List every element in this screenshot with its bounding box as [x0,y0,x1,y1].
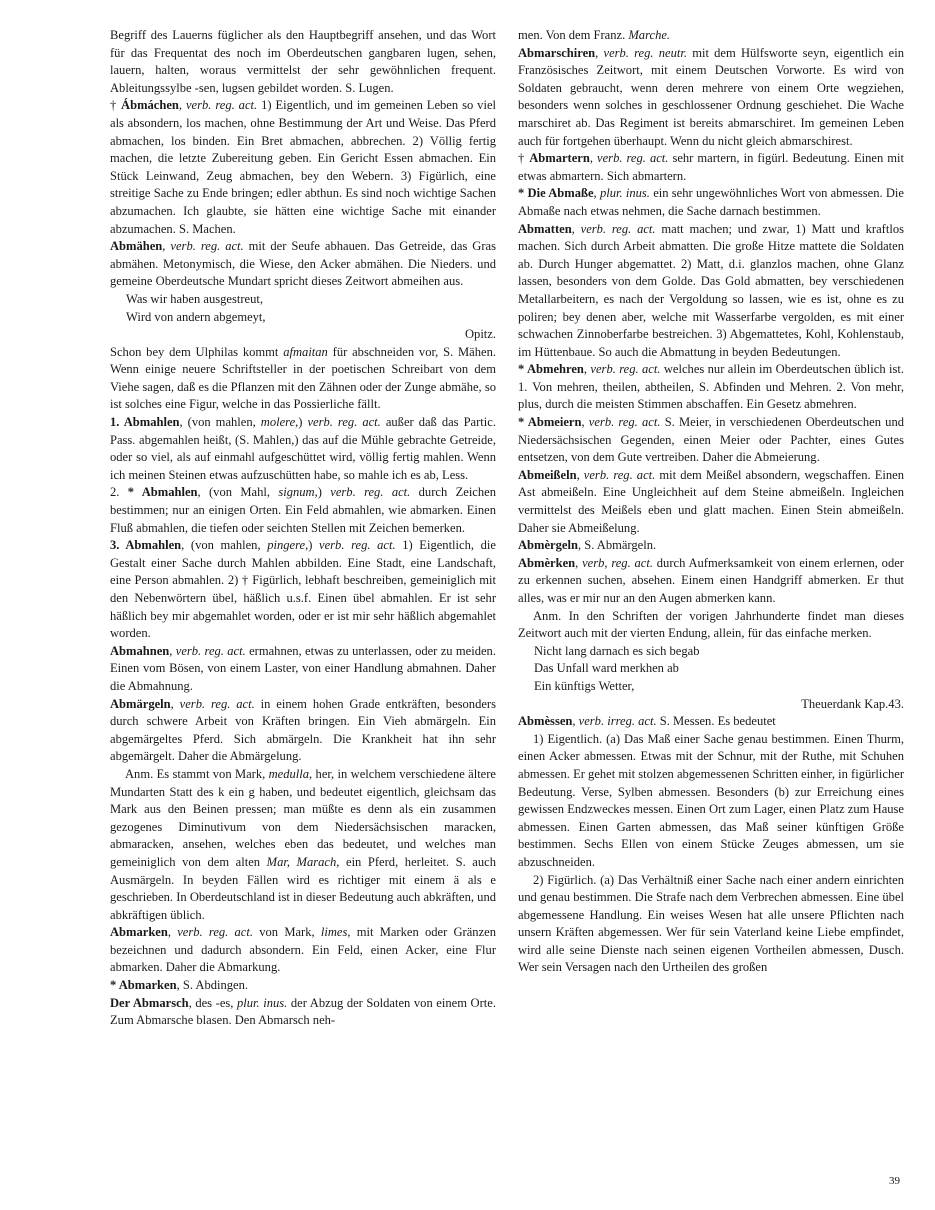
grammar-note: verb. reg. act. [330,485,411,500]
verse-line: Ein künftigs Wetter, [534,678,635,693]
dictionary-entry [518,414,904,467]
headword: * Abmahlen [127,485,198,500]
grammar-note: verb. reg. act. [597,151,669,166]
grammar-note: verb. reg. act. [580,221,656,236]
headword: Abmèrgeln [518,538,578,553]
grammar-note: verb. reg. act. [177,925,254,940]
headword: * Abmehren [518,362,584,377]
grammar-note: verb. reg. act. [175,643,246,658]
entry-text: für abschneiden vor, S. Mähen. Wenn einige neuere Schriftsteller in der poetischen Schreibart von dem Viehe sagen, daß es die Pflanzen mit den Zähnen oder der Zunge abmähe, so ist solches eine Figur, welche in das Possierliche fällt. [110,344,496,412]
entry-text: mit dem Meißel absondern, wegschaffen. Einen Ast abmeißeln. Eine Ungleichheit auf dem Steine abmeißeln. Ingleichen vermittelst des Meißels eben und glatt machen. Einen Stein abmeißeln. Daher sie Abmeißelung. [518,467,904,535]
verse-line: Nicht lang darnach es sich begab [534,643,700,658]
entry-text: ein sehr ungewöhnliches Wort von abmessen. Die Abmaße nach etwas nehmen, die Sache darnach bestimmen. [518,186,904,218]
dictionary-entry [110,924,496,977]
entry-text: , [575,555,583,570]
dictionary-entry [110,238,496,291]
grammar-note: verb. reg. act. [185,98,258,113]
grammar-note: verb. reg. act. [583,467,656,482]
grammar-note: verb. reg. act. [179,696,255,711]
entry-text: , des -es, [188,995,237,1010]
entry-text: Anm. In den Schriften der vorigen Jahrhunderte findet man dieses Zeitwort auch mit der vierten Endung, allein, für das einfache merken. [518,608,904,641]
entry-text: her, in welchem verschiedene ältere Mundarten Statt des k ein g haben, und bedeutet eigentlich, gleichsam das Mark aus den Beinen pressen; man müßte es denn als ein zusammen gezogenes Diminutivum von dem Niedersächsischen maracken, abmaracken, ansehen, welches eben das bedeutet, und welches man gemeiniglich von dem alten [110,766,496,869]
entry-text: S. Meier, in verschiedenen Oberdeutschen und Niedersächsischen Gegenden, einen Meier oder Pachter, eines Gutes entsetzen, von dem Gute vertreiben. Daher die Abmeierung. [518,415,904,465]
entry-text: mit dem Hülfsworte seyn, eigentlich ein Französisches Zeitwort, mit einem Deutschen Vorworte. Es wird von Soldaten gebraucht, wenn deren mehrere von einem Orte wegziehen, besonders wenn solches in geschlossener Ordnung geschiehet. Die Wache marschiret ab. Das Regiment ist bereits abmarschiret. Im gemeinen Leben auch für fortgehen überhaupt. Wenn du nicht gleich abmarschirest. [518,45,904,148]
annotation-paragraph [518,872,904,978]
entry-text: in einem hohen Grade entkräften, besonders durch schwere Arbeit von Kräften bringen. Ein Vieh abmärgeln. Ein abgemärgeltes Pferd. Sich abmärgeln. Die Krankheit hat ihn sehr abgemärgelt. Daher die Abmärgelung. [110,696,496,764]
entry-text: von Mark, [253,925,321,940]
entry-text: , [178,98,186,113]
entry-text: 2) Figürlich. (a) Das Verhältniß einer Sache nach einer andern einrichten und genau bestimmen. Die Strafe nach dem Verbrechen abmessen. Eine übel abgemessene Handlung. Ein weises Wesen hat alle unsere Pflichten nach unsern Kräften abgemessen. Wer für sein Vaterland keine Liebe empfindet, wird alle seine Dienste nach seinen eigenen Vortheilen abmessen, Dusch. Wer sein Versagen nach den Urtheilen des großen [518,872,904,975]
dictionary-entry [110,414,496,484]
entry-text: , S. Abmärgeln. [577,538,657,553]
attribution: Theuerdank Kap.43. [801,696,904,711]
headword: Abmähen [110,239,163,254]
dictionary-entry [110,977,496,995]
entry-text: sehr martern, in figürl. Bedeutung. Einen mit etwas abmartern. Sich abmartern. [518,151,904,183]
dictionary-entry [518,361,904,414]
headword: Abmèssen [518,714,573,729]
entry-text: , [572,714,579,729]
verse-line: Das Unfall ward merkhen ab [534,661,679,676]
headword: * Abmeiern [518,415,582,430]
verse-line: Was wir haben ausgestreut, [126,291,263,306]
entry-text: , [162,239,171,254]
dictionary-entry [518,45,904,151]
headword: Abmärgeln [110,696,171,711]
headword: Der Abmarsch [110,995,189,1010]
dictionary-entry [110,643,496,696]
right-column [518,27,904,977]
dictionary-entry [518,185,904,220]
entry-text: außer daß das Partic. Pass. abgemahlen heißt, (S. Mahlen,) das auf die Mühle gebrachte Getreide, oder so viel, als auf einmahl aufgeschüttet wird, völlig fertig mahlen. Wenn ich meinen Steinen etwas aufzuschütten habe, so mahle ich es ab, Less. [110,415,496,482]
entry-text: , [595,45,604,60]
entry-text: , [169,643,176,658]
entry-text: mit der Seufe abhauen. Das Getreide, das Gras abmähen. Metonymisch, die Wiese, den Acker abmähen. Die Nieders. und gemeine Oberdeutsche Mundart spricht dieses Zeitwort abmeihen aus. [110,239,496,289]
entry-text: ein Pferd, herleitet. S. auch Ausmärgeln. In beyden Fällen wird es richtiger mit einem ä als e geschrieben. In Oberdeutschland ist in dieser Bedeutung auch abkräften, und abkräftigen üblich. [110,854,496,922]
entry-text: Anm. Es stammt von Mark, [125,766,269,781]
entry-text: † [110,98,122,113]
dictionary-entry [110,537,496,643]
dictionary-entry [518,27,904,45]
entry-text: , [581,415,589,430]
headword: Abmarken [110,925,168,940]
grammar-note: Mar, Marach, [266,854,340,869]
headword: Ábmáchen [121,98,179,113]
grammar-note: signum, [278,485,318,500]
entry-text: † [518,151,530,166]
grammar-note: Marche. [628,28,671,42]
grammar-note: verb. reg. act. [588,415,661,430]
headword: 1. Abmahlen [110,415,180,430]
dictionary-entry [518,150,904,185]
entry-text: ) [298,415,308,430]
entry-text: matt machen; und zwar, 1) Matt und kraftlos machen. Sich durch Arbeit abmatten. Die große Hitze mattete die Soldaten ab. Durch Hunger abgemattet. 2) Matt, d.i. glanzlos machen, ohne Glanz lassen, besonders von dem Golde. Das Gold abmatten, bey verschiedenen Metallarbeitern, es nach der Vergoldung so lassen, wie es ist, ohne es zu poliren; bey denen aber, welche mit Wasserfarbe vergolden, es mit einer schwachen Zinnoberfarbe bestreichen. 3) Abgemattetes, Kohl, Kohlenstaub, im Hüttenbaue. So auch die Abmattung in beyden Bedeutungen. [518,221,904,359]
entry-text: , (von mahlen, [181,538,268,553]
entry-text: , [167,925,178,940]
grammar-note: limes, [320,925,351,940]
entry-text: der Abzug der Soldaten von einem Orte. Zum Abmarsche blasen. Den Abmarsch neh- [110,995,496,1028]
grammar-note: plur. inus. [237,995,288,1010]
entry-text: S. Messen. Es bedeutet [656,714,776,729]
grammar-note: afmaitan [283,344,328,359]
dictionary-entry [518,221,904,362]
headword: Abmarschiren [518,45,596,60]
headword: Abmèrken [518,555,576,570]
dictionary-entry [110,27,496,97]
grammar-note: verb. irreg. act. [578,714,657,729]
entry-text: , [576,467,584,482]
headword: * Die Abmaße [518,186,594,201]
entry-text: , [571,221,581,236]
grammar-note: verb. reg. act. [319,538,396,553]
grammar-note: verb. reg. act. [307,415,381,430]
grammar-note: verb, reg. act. [582,555,653,570]
grammar-note: plur. inus. [599,186,650,201]
entry-text: welches nur allein im Oberdeutschen üblich ist. 1. Von mehren, theilen, abtheilen, S. Abfinden und Mehren. 2. Von mehr, plus, durch die meisten Stimmen abschaffen. Ein Gesetz abmehren. [518,362,904,412]
dictionary-entry [518,713,904,731]
entry-text: Begriff des Lauerns füglicher als den Hauptbegriff ansehen, und das Wort für das Frequentat des noch im Oberdeutschen gangbaren lugen, sehen, lauern, halten, woraus vermittelst der sehr gewöhnlichen frequent. Ableitungssylbe -sen, lugsen gebildet worden. S. Lugen. [110,28,496,95]
entry-text: mit Marken oder Gränzen bezeichnen und dadurch absondern. Ein Feld, einen Acker, eine Flur abmarken. Daher die Abmarkung. [110,925,496,975]
entry-text: , [170,696,180,711]
entry-text: , [593,186,600,201]
dictionary-entry [518,467,904,537]
dictionary-entry [110,484,496,537]
entry-text: 1) Eigentlich, die Gestalt einer Sache durch Mahlen abbilden. Eine Stadt, eine Landschaft, eine Person abmahlen. 2) † Figürlich, lebhaft beschreiben, gemeiniglich mit den Nebenwörtern übel, häßlich u.s.f. Einen übel abmahlen. Er ist sehr häßlich bey mir abgemahlet worden, oder er ist mir sehr häßlich abgemahlet worden. [110,538,496,641]
left-column [110,27,496,1030]
entry-text: , S. Abdingen. [176,978,249,993]
grammar-note: medulla, [268,766,313,781]
entry-text: , [583,362,591,377]
entry-text: , [589,151,598,166]
dictionary-entry [110,344,496,414]
annotation-paragraph [110,766,496,924]
entry-text: 2. [110,485,128,500]
entry-text: 1) Eigentlich. (a) Das Maß einer Sache genau bestimmen. Einen Thurm, einen Acker abmessen. Etwas mit der Schnur, mit der Ruthe, mit Schuhen abmessen. Er gehet mit stolzen abgemessenen Schritten einher, in figürlicher Bedeutung. Verse, Sylben abmessen. Besonders (b) zur Erreichung eines gewissen Endzweckes messen. Einen Ort zum Lager, einen Platz zum Hause abmessen. Einen Garten abmessen, das Maß seiner künftigen Größe bestimmen. Sechs Ellen von einem Stücke Zeuges abmessen, um sie abzuschneiden. [518,731,904,869]
entry-text: , (von Mahl, [197,485,279,500]
headword: Abmeißeln [518,467,577,482]
dictionary-entry [518,555,904,608]
dictionary-entry [518,537,904,555]
annotation-paragraph [518,608,904,643]
grammar-note: pingere, [267,538,309,553]
entry-text: Schon bey dem Ulphilas kommt [110,344,284,359]
verse-line: Wird von andern abgemeyt, [126,309,266,324]
entry-text: , (von mahlen, [179,415,261,430]
entry-text: ) [308,538,320,553]
entry-text: 1) Eigentlich, und im gemeinen Leben so viel als absondern, los machen, ohne Bestimmung der Art und Weise. Das Pferd abmachen, los binden. Ein Bret abmachen, abbrechen. 2) Völlig fertig machen, die letzte Zubereitung geben. Ein Gericht Essen abmachen. Ein Stück Leinwand, Zeug abmachen, bey den Webern. 3) Figürlich, eine streitige Sache zu Ende bringen; edler abthun. Es sind noch wichtige Sachen abzumachen. Ich glaubte, sie hätten eine wichtige Sache mit einander abzumachen. S. Machen. [110,98,496,236]
grammar-note: molere, [260,415,299,430]
annotation-paragraph [518,731,904,872]
dictionary-entry [110,696,496,766]
headword: 3. Abmahlen [110,538,182,553]
entry-text: ) [317,485,331,500]
entry-text: men. Von dem Franz. [518,28,629,42]
headword: Abmartern [529,151,590,166]
headword: * Abmarken [110,978,177,993]
grammar-note: verb. reg. act. [170,239,244,254]
entry-text: durch Aufmerksamkeit von einem erlernen, oder zu erkennen suchen, absehen. Einem einen Handgriff abmerken. Er thut alles, was er mir nur an den Augen abmerken kann. [518,555,904,605]
dictionary-entry [110,995,496,1030]
grammar-note: verb. reg. act. [590,362,661,377]
entry-text: ermahnen, etwas zu unterlassen, oder zu meiden. Einen vom Bösen, von einem Laster, von einer Handlung abmahnen. Daher die Abmahnung. [110,643,496,693]
attribution: Opitz. [464,327,496,342]
grammar-note: verb. reg. neutr. [603,45,687,60]
dictionary-entry [110,97,496,238]
headword: Abmahnen [110,643,170,658]
page-number: 39 [889,1175,900,1187]
headword: Abmatten [518,221,572,236]
entry-text: durch Zeichen bestimmen; nur an einigen Orten. Ein Feld abmahlen, wie abmarken. Einen Fluß abmahlen, die tiefen oder seichten Stellen mit Zeichen bemerken. [110,485,496,535]
